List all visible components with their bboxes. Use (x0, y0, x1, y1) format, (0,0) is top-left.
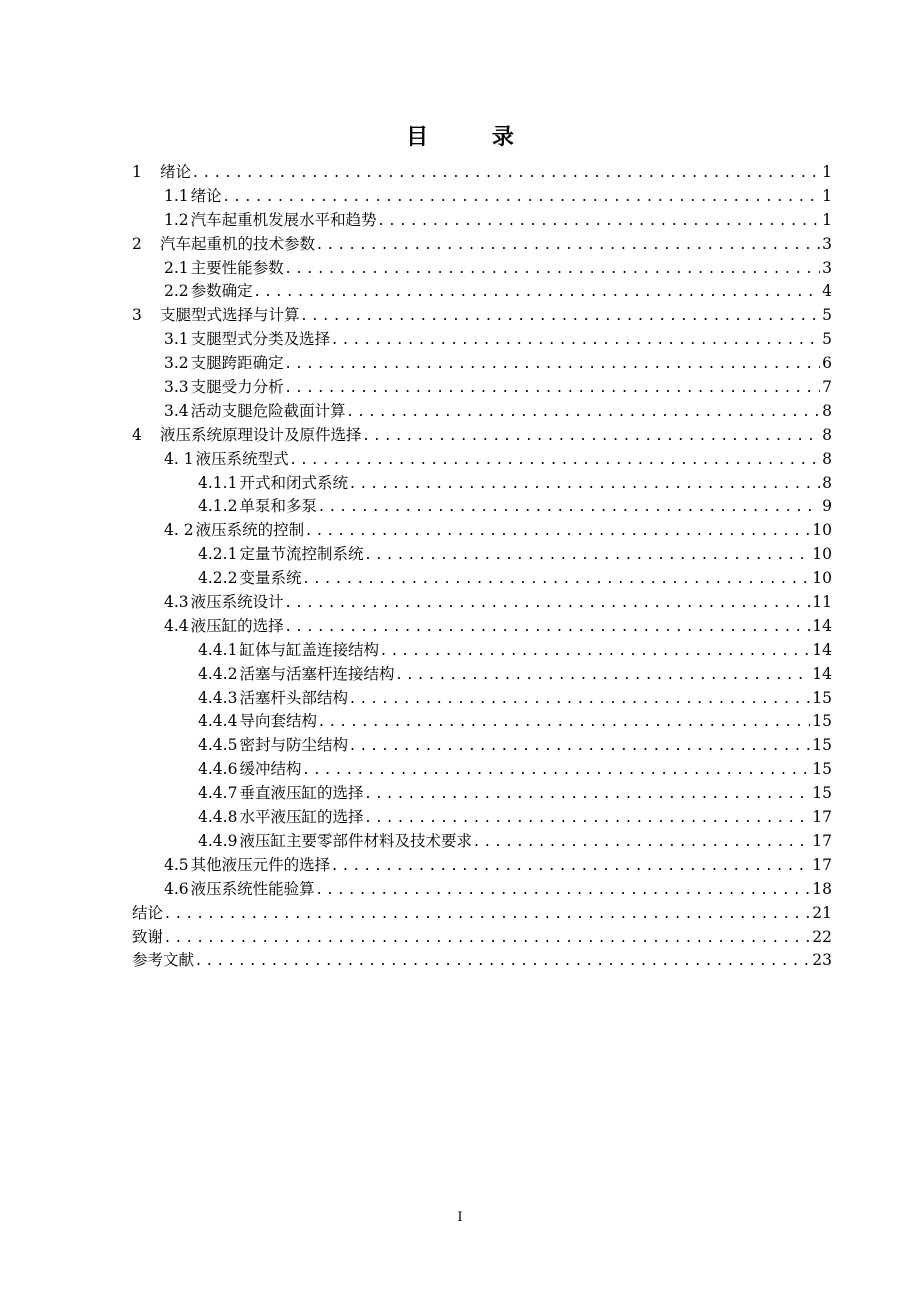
toc-entry[interactable] (132, 423, 832, 447)
toc-label: 绪论 (160, 163, 192, 181)
toc-label: 绪论 (190, 186, 222, 205)
toc-page: 10 (812, 545, 832, 564)
toc-page: 15 (812, 760, 832, 779)
toc-entry[interactable] (132, 805, 832, 829)
toc-entry[interactable] (132, 399, 832, 423)
toc-page: 3 (822, 258, 832, 277)
toc-page: 10 (812, 521, 832, 540)
toc-page: 11 (812, 593, 832, 612)
toc-label: 定量节流控制系统 (239, 545, 364, 564)
toc-label: 开式和闭式系统 (239, 473, 348, 492)
toc-page: 15 (812, 688, 832, 707)
toc-page: 15 (812, 784, 832, 803)
toc-number: 4.5 (164, 855, 189, 874)
toc-entry[interactable] (132, 829, 832, 853)
toc-entry[interactable] (132, 853, 832, 877)
toc-page: 5 (822, 306, 832, 325)
toc-label: 支腿受力分析 (190, 378, 284, 397)
toc-label: 活动支腿危险截面计算 (190, 401, 346, 420)
toc-leader (286, 378, 820, 396)
toc-label: 参考文献 (132, 951, 195, 970)
toc-label: 其他液压元件的选择 (190, 855, 331, 874)
toc-page: 1 (822, 186, 832, 205)
toc-entry[interactable] (132, 518, 832, 542)
toc-leader (350, 736, 810, 754)
toc-page: 8 (822, 425, 832, 444)
toc-number: 3.1 (164, 330, 189, 349)
toc-entry[interactable] (132, 494, 832, 518)
toc-number: 4.1.1 (198, 473, 238, 492)
toc-leader (350, 689, 810, 707)
toc-number: 2.2 (164, 282, 189, 301)
toc-entry[interactable] (132, 184, 832, 208)
table-of-contents (132, 160, 832, 972)
toc-entry[interactable] (132, 327, 832, 351)
toc-entry[interactable] (132, 256, 832, 280)
toc-entry[interactable] (132, 160, 832, 184)
toc-number: 3.2 (164, 354, 189, 373)
toc-page: 23 (812, 951, 832, 970)
toc-number: 4.4.6 (198, 760, 238, 779)
toc-leader (319, 497, 820, 515)
toc-number: 4.2.2 (198, 569, 238, 588)
toc-leader (196, 951, 810, 969)
toc-leader (396, 665, 810, 683)
toc-page: 22 (812, 927, 832, 946)
toc-entry[interactable] (132, 542, 832, 566)
toc-number: 4.4.1 (198, 640, 238, 659)
toc-label: 汽车起重机的技术参数 (160, 234, 316, 253)
toc-number: 4.4.3 (198, 688, 238, 707)
toc-page: 14 (812, 640, 832, 659)
toc-number: 1.1 (164, 186, 189, 205)
toc-label: 液压缸的选择 (190, 616, 284, 635)
toc-page: 18 (812, 879, 832, 898)
toc-leader (255, 282, 820, 300)
toc-page: 17 (812, 855, 832, 874)
toc-label: 液压系统的控制 (195, 521, 305, 540)
toc-label: 水平液压缸的选择 (239, 808, 364, 827)
toc-page: 6 (822, 354, 832, 373)
toc-leader (319, 712, 810, 730)
toc-page: 17 (812, 831, 832, 850)
toc-leader (381, 641, 810, 659)
toc-leader (286, 354, 820, 372)
toc-page: 5 (822, 330, 832, 349)
toc-leader (286, 593, 811, 611)
toc-label: 参数确定 (190, 282, 253, 301)
toc-leader (317, 235, 820, 253)
toc-label: 液压系统设计 (190, 593, 284, 612)
toc-entry[interactable] (132, 686, 832, 710)
toc-leader (165, 928, 810, 946)
toc-label: 液压系统性能验算 (190, 879, 315, 898)
toc-label: 导向套结构 (239, 712, 317, 731)
toc-entry[interactable] (132, 351, 832, 375)
toc-number: 3.4 (164, 401, 189, 420)
toc-number: 1 (132, 163, 142, 181)
toc-entry[interactable] (132, 614, 832, 638)
toc-page: 7 (822, 378, 832, 397)
toc-entry[interactable] (132, 279, 832, 303)
toc-entry[interactable] (132, 471, 832, 495)
toc-leader (193, 163, 820, 181)
toc-label: 液压系统原理设计及原件选择 (160, 425, 362, 444)
toc-label: 单泵和多泵 (239, 497, 317, 516)
toc-entry[interactable] (132, 901, 832, 925)
toc-leader (332, 330, 820, 348)
toc-entry[interactable] (132, 662, 832, 686)
toc-number: 4.4.2 (198, 664, 238, 683)
toc-leader (474, 832, 810, 850)
toc-label: 结论 (132, 903, 164, 922)
toc-page: 15 (812, 712, 832, 731)
toc-leader (365, 808, 810, 826)
toc-label: 支腿型式选择与计算 (160, 306, 300, 325)
toc-entry[interactable] (132, 638, 832, 662)
toc-label: 活塞与活塞杆连接结构 (239, 664, 395, 683)
toc-page: 15 (812, 736, 832, 755)
toc-label: 支腿型式分类及选择 (190, 330, 331, 349)
toc-leader (365, 545, 810, 563)
toc-number: 2 (132, 234, 142, 253)
toc-leader (224, 187, 820, 205)
toc-label: 汽车起重机发展水平和趋势 (190, 210, 377, 229)
toc-number: 4.4.5 (198, 736, 238, 755)
toc-leader (365, 784, 810, 802)
page-number: I (457, 1210, 463, 1225)
toc-number: 4.4 (164, 616, 189, 635)
toc-page: 8 (822, 401, 832, 420)
toc-label: 垂直液压缸的选择 (239, 784, 364, 803)
toc-leader (165, 904, 810, 922)
toc-number: 4.4.8 (198, 808, 238, 827)
toc-entry[interactable] (132, 948, 832, 972)
toc-page: 17 (812, 808, 832, 827)
toc-label: 变量系统 (239, 569, 302, 588)
toc-entry[interactable] (132, 709, 832, 733)
toc-entry[interactable] (132, 232, 832, 256)
toc-label: 活塞杆头部结构 (239, 688, 348, 707)
toc-label: 液压缸主要零部件材料及技术要求 (239, 831, 472, 850)
toc-entry[interactable] (132, 781, 832, 805)
toc-leader (348, 402, 820, 420)
toc-entry[interactable] (132, 925, 832, 949)
toc-entry[interactable] (132, 303, 832, 327)
toc-label: 液压系统型式 (195, 449, 289, 468)
toc-number: 3 (132, 306, 142, 325)
toc-page: 1 (822, 163, 832, 181)
toc-page: 10 (812, 569, 832, 588)
toc-entry[interactable] (132, 375, 832, 399)
toc-number: 1.2 (164, 210, 189, 229)
toc-number: 4.4.7 (198, 784, 238, 803)
toc-page: 14 (812, 616, 832, 635)
toc-number: 4.4.9 (198, 831, 238, 850)
toc-title: 目 录 (406, 124, 542, 150)
toc-leader (303, 569, 810, 587)
toc-leader (286, 617, 811, 635)
toc-entry[interactable] (132, 733, 832, 757)
toc-label: 密封与防尘结构 (239, 736, 348, 755)
toc-number: 4. 2 (164, 521, 194, 540)
toc-leader (364, 426, 821, 444)
toc-label: 支腿跨距确定 (190, 354, 284, 373)
toc-entry[interactable] (132, 757, 832, 781)
toc-leader (303, 760, 810, 778)
toc-leader (286, 259, 820, 277)
toc-label: 致谢 (132, 927, 164, 946)
toc-number: 4. 1 (164, 449, 194, 468)
toc-entry[interactable] (132, 590, 832, 614)
toc-page: 14 (812, 664, 832, 683)
toc-page: 9 (822, 497, 832, 516)
toc-number: 4.4.4 (198, 712, 238, 731)
toc-page: 3 (822, 234, 832, 253)
toc-page: 1 (822, 210, 832, 229)
toc-number: 4.6 (164, 879, 189, 898)
toc-page: 21 (812, 903, 832, 922)
toc-leader (332, 856, 810, 874)
toc-leader (350, 474, 820, 492)
toc-entry[interactable] (132, 208, 832, 232)
toc-leader (302, 306, 821, 324)
toc-page: 8 (822, 449, 832, 468)
toc-number: 4 (132, 425, 142, 444)
toc-entry[interactable] (132, 447, 832, 471)
toc-page: 8 (822, 473, 832, 492)
toc-number: 3.3 (164, 378, 189, 397)
toc-leader (379, 211, 820, 229)
toc-number: 2.1 (164, 258, 189, 277)
toc-number: 4.3 (164, 593, 189, 612)
toc-leader (291, 450, 821, 468)
toc-label: 缸体与缸盖连接结构 (239, 640, 379, 659)
toc-label: 主要性能参数 (190, 258, 284, 277)
toc-entry[interactable] (132, 566, 832, 590)
toc-number: 4.1.2 (198, 497, 238, 516)
toc-entry[interactable] (132, 877, 832, 901)
toc-label: 缓冲结构 (239, 760, 302, 779)
toc-leader (306, 521, 810, 539)
toc-page: 4 (822, 282, 832, 301)
toc-leader (317, 880, 811, 898)
toc-number: 4.2.1 (198, 545, 238, 564)
